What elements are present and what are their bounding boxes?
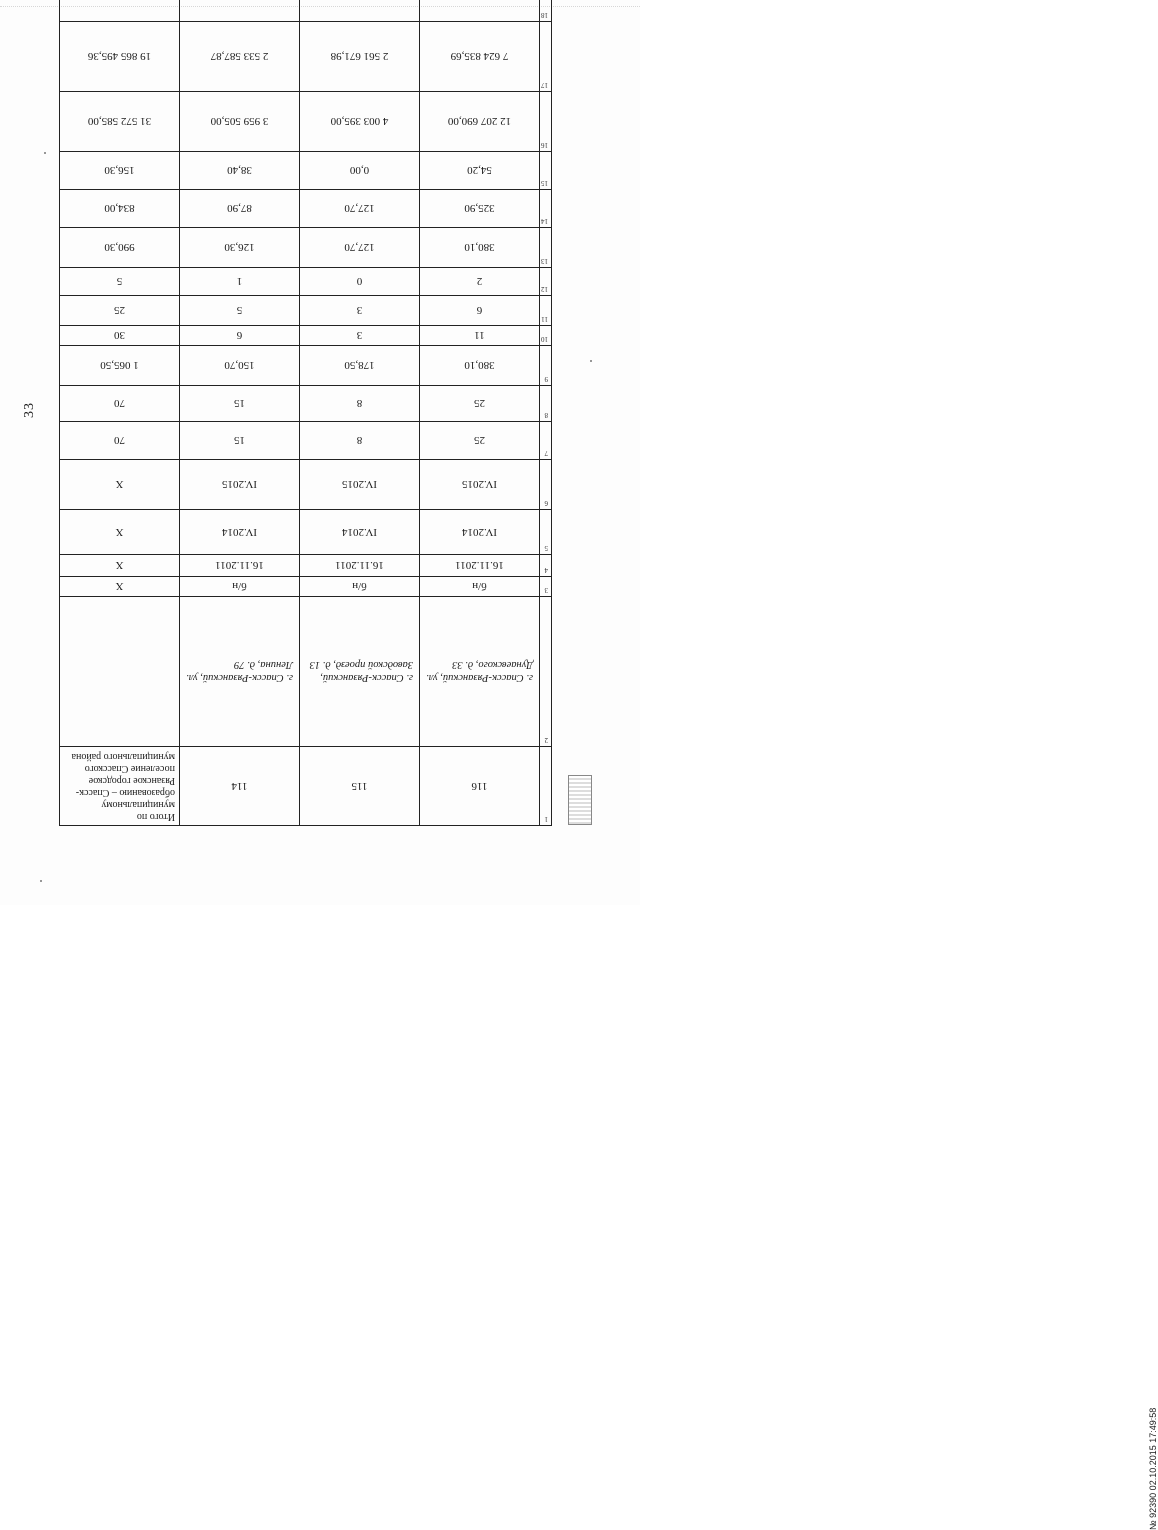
table-cell: 127,70 <box>300 190 420 228</box>
table-cell: 114 <box>180 747 300 826</box>
table-cell <box>60 0 180 22</box>
table-cell: 3 959 505,00 <box>180 92 300 152</box>
table-cell: 16.11.2011 <box>300 555 420 577</box>
table-cell: 380,10 <box>420 346 540 386</box>
table-cell: г. Спасск-Рязанский, ул. Дунаевского, д. 33 <box>420 597 540 747</box>
page-number: 33 <box>22 402 37 418</box>
table-cell: 3 <box>300 296 420 326</box>
column-number-label: 18 <box>540 0 552 22</box>
scan-speck <box>44 152 46 154</box>
table-cell: 19 865 495,36 <box>60 22 180 92</box>
table-cell: 5 <box>60 268 180 296</box>
table-cell: X <box>60 555 180 577</box>
table-cell: б/н <box>180 577 300 597</box>
table-row <box>60 577 552 597</box>
table-row <box>60 346 552 386</box>
table-cell: 25 <box>420 386 540 422</box>
table-cell: 178,50 <box>300 346 420 386</box>
registration-stamp-text: № 92390 02.10.2015 17:49:58 <box>1148 1407 1158 1530</box>
column-number-label: 16 <box>540 92 552 152</box>
table-cell: 12 207 690,00 <box>420 92 540 152</box>
column-number-label: 7 <box>540 422 552 460</box>
table-cell: 127,70 <box>300 228 420 268</box>
table-cell: 116 <box>420 747 540 826</box>
table-cell: 16.11.2011 <box>180 555 300 577</box>
column-number-label: 9 <box>540 346 552 386</box>
table-cell: б/н <box>420 577 540 597</box>
table-cell: 115 <box>300 747 420 826</box>
table-row <box>60 597 552 747</box>
table-cell: 30 <box>60 326 180 346</box>
table-cell: 54,20 <box>420 152 540 190</box>
table-cell <box>180 0 300 22</box>
column-number-label: 1 <box>540 747 552 826</box>
table-row <box>60 747 552 826</box>
table-cell: 15 <box>180 422 300 460</box>
table-cell: X <box>60 577 180 597</box>
table-row <box>60 190 552 228</box>
table-row <box>60 22 552 92</box>
table-cell: 8 <box>300 386 420 422</box>
table-cell <box>420 0 540 22</box>
table-row <box>60 460 552 510</box>
table-cell <box>300 0 420 22</box>
table-cell: IV.2014 <box>300 510 420 555</box>
column-number-label: 4 <box>540 555 552 577</box>
table-cell: 1 065,50 <box>60 346 180 386</box>
table-cell: 6 <box>420 296 540 326</box>
table-cell: Итого по муниципальному образованию – Спасск-Рязанское городское поселение Спасского муниципального района <box>60 747 180 826</box>
table-row <box>60 152 552 190</box>
table-cell: 2 561 671,98 <box>300 22 420 92</box>
table-cell: 3 <box>300 326 420 346</box>
table-cell: 2 <box>420 268 540 296</box>
table-row <box>60 386 552 422</box>
scan-speck <box>590 360 592 362</box>
table-cell: 25 <box>60 296 180 326</box>
table-row <box>60 510 552 555</box>
table-row <box>60 0 552 22</box>
table-row <box>60 268 552 296</box>
table-cell: IV.2014 <box>420 510 540 555</box>
column-number-label: 12 <box>540 268 552 296</box>
table-cell: 38,40 <box>180 152 300 190</box>
table-cell: 8 <box>300 422 420 460</box>
table-cell: IV.2015 <box>180 460 300 510</box>
table-cell: 2 533 587,87 <box>180 22 300 92</box>
registry-table <box>59 0 552 826</box>
table-cell: 15 <box>180 386 300 422</box>
table-cell: X <box>60 460 180 510</box>
table-cell: 31 572 585,00 <box>60 92 180 152</box>
table-cell: 126,30 <box>180 228 300 268</box>
registry-table-rotated <box>60 11 552 826</box>
table-cell: 11 <box>420 326 540 346</box>
column-number-label: 6 <box>540 460 552 510</box>
table-row <box>60 422 552 460</box>
table-cell: X <box>60 510 180 555</box>
column-number-label: 2 <box>540 597 552 747</box>
table-cell: 5 <box>180 296 300 326</box>
table-cell: 156,30 <box>60 152 180 190</box>
column-number-label: 17 <box>540 22 552 92</box>
table-cell: IV.2015 <box>300 460 420 510</box>
table-cell: 325,90 <box>420 190 540 228</box>
scan-speck <box>40 880 42 882</box>
column-number-label: 5 <box>540 510 552 555</box>
table-row <box>60 92 552 152</box>
table-cell: г. Спасск-Рязанский, ул. Ленина, д. 79 <box>180 597 300 747</box>
table-cell: 16.11.2011 <box>420 555 540 577</box>
column-number-label: 3 <box>540 577 552 597</box>
column-number-label: 14 <box>540 190 552 228</box>
table-cell: 70 <box>60 386 180 422</box>
table-row <box>60 555 552 577</box>
table-cell: IV.2014 <box>180 510 300 555</box>
column-number-label: 11 <box>540 296 552 326</box>
table-cell: 4 003 395,00 <box>300 92 420 152</box>
registration-stamp-icon <box>568 775 592 825</box>
table-cell: 0,00 <box>300 152 420 190</box>
column-number-label: 8 <box>540 386 552 422</box>
table-cell <box>60 597 180 747</box>
table-row <box>60 296 552 326</box>
table-cell: 25 <box>420 422 540 460</box>
table-cell: 0 <box>300 268 420 296</box>
table-row <box>60 326 552 346</box>
table-cell: 6 <box>180 326 300 346</box>
table-cell: 87,90 <box>180 190 300 228</box>
table-cell: б/н <box>300 577 420 597</box>
table-cell: 70 <box>60 422 180 460</box>
column-number-label: 15 <box>540 152 552 190</box>
table-cell: г. Спасск-Рязанский, Заводской проезд, д. 13 <box>300 597 420 747</box>
table-cell: 150,70 <box>180 346 300 386</box>
column-number-label: 13 <box>540 228 552 268</box>
column-number-label: 10 <box>540 326 552 346</box>
table-cell: IV.2015 <box>420 460 540 510</box>
table-row <box>60 228 552 268</box>
table-cell: 1 <box>180 268 300 296</box>
table-cell: 7 624 835,69 <box>420 22 540 92</box>
table-cell: 380,10 <box>420 228 540 268</box>
table-cell: 990,30 <box>60 228 180 268</box>
table-cell: 834,00 <box>60 190 180 228</box>
